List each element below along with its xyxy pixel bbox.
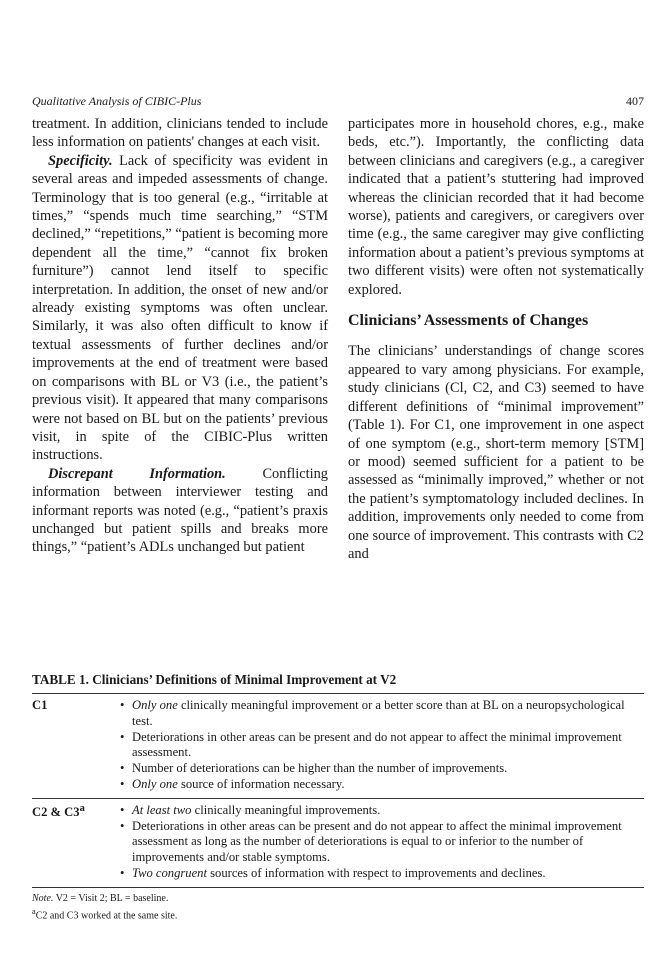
paragraph-discrepant-information	[32, 465, 328, 557]
criteria-emphasis: Only one	[132, 698, 178, 712]
criteria-text: Number of deteriorations can be higher than the number of improvements.	[132, 761, 508, 776]
criteria-text: source of information necessary.	[177, 776, 345, 791]
paragraph: treatment. In addition, clinicians tended to include less information on patients' changes at each visit.	[32, 116, 328, 151]
row-label	[32, 803, 120, 882]
criteria-item	[120, 866, 644, 882]
paragraph: The clinicians’ understandings of change scores appeared to vary among physicians. For example, study clinicians (Cl, C2, and C3) seemed to have different definitions of “minimal improvement” (Table 1). For C1, one improvement in one aspect of one symptom (e.g., short-term memory [STM] or mood) seemed sufficient for a patient to be assessed as “minimally improved,” whether or not the patient’s symptomatology included declines. In addition, improvements only needed to come from one source of improvement. This contrasts with C2 and	[348, 343, 644, 562]
footnote-marker: a	[32, 906, 36, 916]
running-head	[32, 94, 644, 110]
table-note	[32, 892, 644, 905]
bullet-icon: •	[120, 818, 125, 833]
criteria-emphasis: Two congruent	[132, 865, 207, 880]
criteria-text: sources of information with respect to improvements and declines.	[206, 865, 546, 880]
criteria-emphasis: Only one	[132, 776, 178, 791]
table-row	[32, 798, 644, 887]
paragraph-text: Lack of specificity was evident in several areas and impeded assessments of change. Terminology that is too general (e.g., “irritable at times,” “spends much time searching,” “STM declined,” “repetitions,” “patient is becoming more dependent all the time,” “cannot fix broken furniture”) cannot lend itself to specific interpretation. In addition, the onset of new and/or already existing symptoms was often unclear. Similarly, it was also often difficult to know if textual assessments of further declines and/or improvements at the end of treatment were based on comparisons with BL or V3 (i.e., the patient’s previous visit). It appeared that many comparisons were not based on BL but on the patients’ previous visit, in spite of the CIBIC-Plus written instructions.	[32, 152, 328, 464]
running-head-title: Qualitative Analysis of CIBIC-Plus	[32, 94, 202, 108]
criteria-text: Deteriorations in other areas can be present and do not appear to affect the minimal improvement assessment as long as the number of deteriorations is equal to or inferior to the number of improvements and/or stable symptoms.	[132, 818, 622, 865]
table-row	[32, 694, 644, 798]
criteria-item	[120, 761, 644, 777]
criteria-item	[120, 698, 644, 730]
criteria-item	[120, 803, 644, 819]
left-column	[32, 115, 328, 557]
row-label	[32, 698, 120, 793]
bullet-icon: •	[120, 802, 125, 817]
bullet-icon: •	[120, 729, 125, 744]
paragraph-specificity	[32, 152, 328, 465]
bullet-icon: •	[120, 865, 125, 880]
criteria-text: clinically meaningful improvements.	[191, 802, 381, 817]
criteria-item	[120, 777, 644, 793]
note-text: V2 = Visit 2; BL = baseline.	[53, 892, 169, 904]
criteria-item	[120, 730, 644, 762]
table-1	[32, 672, 644, 922]
table-caption: TABLE 1. Clinicians’ Definitions of Minimal Improvement at V2	[32, 672, 397, 687]
row-label-text: C2 & C3	[32, 804, 80, 819]
paragraph-text: Conflicting information between interviewer testing and informant reports was noted (e.g., “patient’s praxis unchanged but patient spills and breaks more things,” “patient’s ADLs unchanged but patient	[32, 465, 329, 556]
row-label-text: C1	[32, 698, 48, 712]
page-number: 407	[626, 94, 644, 108]
section-heading: Clinicians’ Assessments of Changes	[348, 312, 589, 330]
note-label: Note.	[32, 892, 54, 904]
footnote-text: C2 and C3 worked at the same site.	[35, 910, 178, 922]
right-column	[348, 115, 644, 563]
run-in-heading: Discrepant Information.	[48, 465, 226, 482]
criteria-list	[120, 803, 644, 882]
table-bottom-rule	[32, 887, 644, 888]
footnote-marker: a	[79, 802, 85, 814]
criteria-text: clinically meaningful improvement or a better score than at BL on a neuropsychological test.	[132, 698, 625, 728]
table-footnote	[32, 905, 644, 922]
table-body	[32, 694, 644, 887]
run-in-heading: Specificity.	[48, 152, 113, 169]
bullet-icon: •	[120, 698, 125, 712]
criteria-list	[120, 698, 644, 793]
paragraph: participates more in household chores, e.g., make beds, etc.”). Importantly, the conflicting data between clinicians and caregivers (e.g., a caregiver indicated that a patient’s stuttering had improved whereas the clinician recorded that it had become worse), patients and caregivers, or caregivers over time (e.g., the same caregiver may give conflicting information about a patient’s previous symptoms at two different visits) were often not systematically explored.	[348, 116, 644, 298]
bullet-icon: •	[120, 776, 125, 791]
criteria-item	[120, 819, 644, 866]
criteria-text: Deteriorations in other areas can be present and do not appear to affect the minimal improvement assessment.	[132, 729, 622, 760]
criteria-emphasis: At least two	[132, 802, 192, 817]
bullet-icon: •	[120, 761, 125, 776]
